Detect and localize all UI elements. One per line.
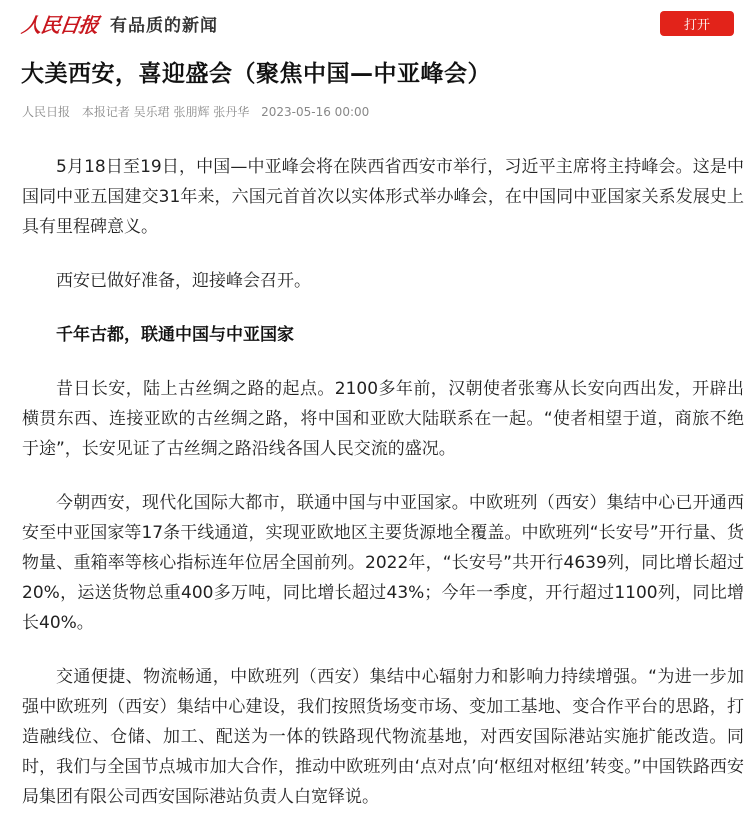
article-subheading: 千年古都，联通中国与中亚国家 — [56, 325, 294, 345]
article-paragraph: 5月18日至19日，中国—中亚峰会将在陕西省西安市举行，习近平主席将主持峰会。这是中国同中亚五国建交31年来，六国元首首次以实体形式举办峰会，在中国同中亚国家关系发展史上具有里程碑意义。 — [22, 157, 744, 237]
open-app-button[interactable]: 打开 — [660, 11, 734, 36]
article-body — [22, 152, 744, 836]
article-paragraph: 昔日长安，陆上古丝绸之路的起点。2100多年前，汉朝使者张骞从长安向西出发，开辟出横贯东西、连接亚欧的古丝绸之路，将中国和亚欧大陆联系在一起。“使者相望于道，商旅不绝于途”，长安见证了古丝绸之路沿线各国人民交流的盛况。 — [22, 379, 744, 459]
article-title: 大美西安，喜迎盛会（聚焦中国—中亚峰会） — [21, 61, 491, 87]
article-date: 2023-05-16 00:00 — [261, 105, 370, 119]
logo[interactable] — [22, 10, 218, 36]
logo-slogan: 有品质的新闻 — [110, 15, 218, 36]
article-paragraph: 西安已做好准备，迎接峰会召开。 — [56, 271, 311, 291]
logo-mark: 人民日报 — [20, 12, 100, 37]
article-meta — [22, 103, 369, 120]
article-paragraph: 今朝西安，现代化国际大都市，联通中国与中亚国家。中欧班列（西安）集结中心已开通西安至中亚国家等17条干线通道，实现亚欧地区主要货源地全覆盖。中欧班列“长安号”开行量、货物量、重箱率等核心指标连年位居全国前列。2022年，“长安号”共开行4639列，同比增长超过20%，运送货物总重400多万吨，同比增长超过43%；今年一季度，开行超过1100列，同比增长40%。 — [22, 493, 744, 633]
article-paragraph: 交通便捷、物流畅通，中欧班列（西安）集结中心辐射力和影响力持续增强。“为进一步加强中欧班列（西安）集结中心建设，我们按照货场变市场、变加工基地、变合作平台的思路，打造融线位、仓储、加工、配送为一体的铁路现代物流基地，对西安国际港站实施扩能改造。同时，我们与全国节点城市加大合作，推动中欧班列由‘点对点’向‘枢纽对枢纽’转变。”中国铁路西安局集团有限公司西安国际港站负责人白宽铎说。 — [22, 667, 744, 807]
article-authors: 本报记者 吴乐珺 张朋辉 张丹华 — [81, 105, 250, 119]
article-source: 人民日报 — [22, 105, 71, 119]
top-bar — [0, 0, 749, 46]
